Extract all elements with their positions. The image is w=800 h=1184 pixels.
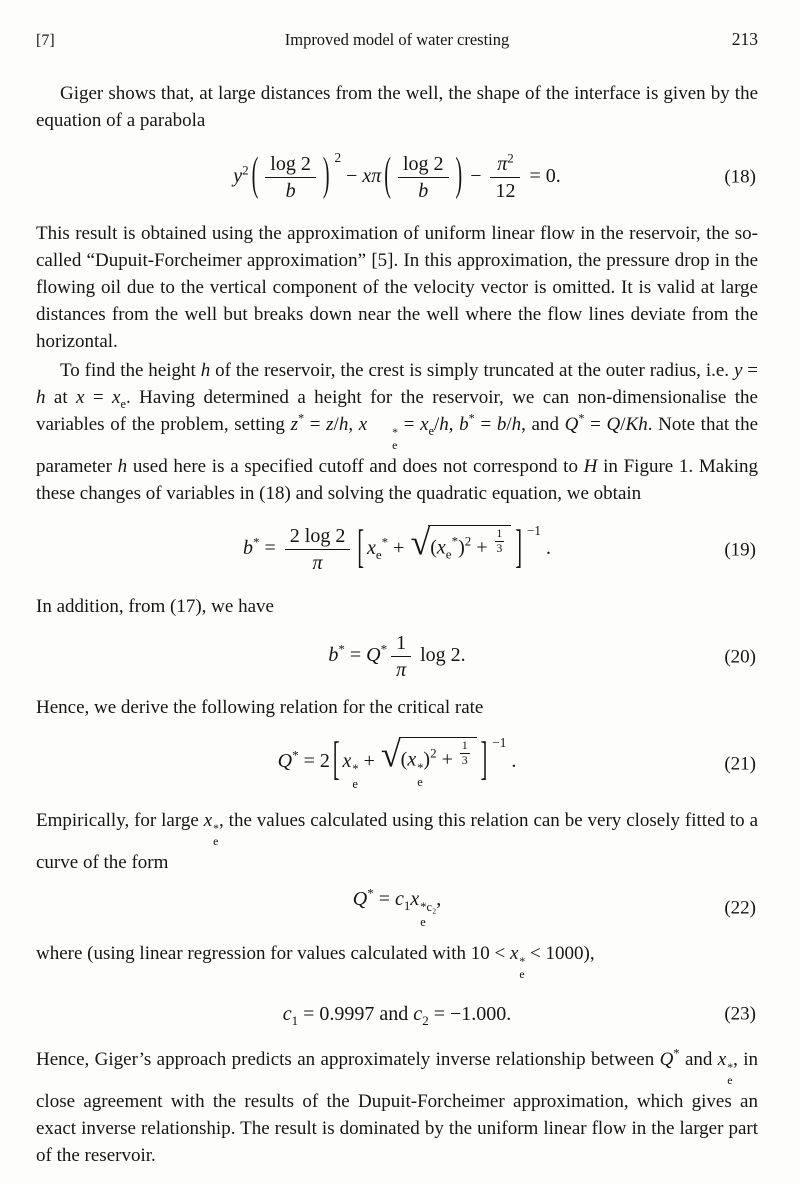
paragraph-height-reservoir: To find the height h of the reservoir, the crest is simply truncated at the outer radius, i.e. y = h at $x = x_e$. Having determined a height for the reservoir, we can non-dimensionalise the variables of the problem, setting z* = z/h, x * e = $x_e/h$, b* = b/h, and Q* = Q/Kh. Note that the parameter h used here is a specified cutoff and does not correspond to H in Figure 1. Making these changes of variables in (18) and solving the quadratic equation, we obtain xyxy=(36,360,759,504)
equation-18 xyxy=(36,140,758,214)
equation-18-body: $y^2$ ( $\frac{\log 2}{b}$ ) $^2$ − xπ ( $\frac{\log 2}{b}$ ) − $\frac{\pi^2}{12}$ = 0. xyxy=(233,148,561,202)
equation-22-tag: (22) xyxy=(724,897,756,919)
page-number: 213 xyxy=(731,29,758,49)
equation-22 xyxy=(36,882,758,934)
article-bracket-number: [7] xyxy=(36,32,55,49)
running-title: Improved model of water cresting xyxy=(284,30,510,49)
paragraph-giger-intro: Giger shows that, at large distances from the well, the shape of the interface is given by the equation of a parabola xyxy=(36,83,758,131)
running-head xyxy=(36,26,758,54)
paragraph-critical-rate: Hence, we derive the following relation for the critical rate xyxy=(36,696,484,718)
equation-23-tag: (23) xyxy=(724,1003,756,1025)
paragraph-dupuit-forcheimer: This result is obtained using the approximation of uniform linear flow in the reservoir, the so-called “Dupuit-Forcheimer approximation” [5]. In this approximation, the pressure drop in the flowing oil due to the vertical component of the velocity vector is omitted. It is valid at large distances from the well but breaks down near the well where the flow lines deviate from the horizontal. xyxy=(36,223,758,352)
equation-20-body: b* = Q* $\frac{1}{\pi}$ log 2. xyxy=(328,632,466,682)
equation-21-tag: (21) xyxy=(724,753,756,775)
equation-18-tag: (18) xyxy=(724,166,756,188)
equation-19-body: b* = $\frac{2 \log 2}{\pi}$ [ $x_e^*$ + √ $(x_e^*)^2$ + $\frac{1}{3}$ ] $^{-1}$ . xyxy=(242,521,552,575)
paragraph-conclusion: Hence, Giger’s approach predicts an approximately inverse relationship between Q* and x * e , in close agreement with the results of the Dupuit-Forcheimer approximation, which gives an exact inverse relationship. The result is dominated by the uniform linear flow in the larger part of the reservoir. xyxy=(36,1046,759,1166)
paragraph-in-addition: In addition, from (17), we have xyxy=(36,595,274,617)
equation-21-body: Q* = 2 [ x * e + √ (x * e )$^2$ + $\frac{1}{3}$ ] $^{-1}$ . xyxy=(277,734,517,791)
equation-21 xyxy=(36,727,758,801)
equation-20 xyxy=(36,626,758,688)
equation-23-body: $c_1 = 0.9997$ and $c_2 = -1.000$. xyxy=(282,1002,512,1028)
equation-19-tag: (19) xyxy=(724,539,756,561)
paragraph-regression: where (using linear regression for values calculated with 10 < x * e < 1000), xyxy=(36,942,595,982)
equation-23 xyxy=(36,988,758,1040)
equation-20-tag: (20) xyxy=(724,646,756,668)
equation-19 xyxy=(36,513,758,587)
paragraph-empirically: Empirically, for large x * e , the values calculated using this relation can be very closely fitted to a curve of the form xyxy=(36,809,759,873)
equation-22-body: $Q^* = c_1x$ *c₂ e , xyxy=(352,885,442,929)
